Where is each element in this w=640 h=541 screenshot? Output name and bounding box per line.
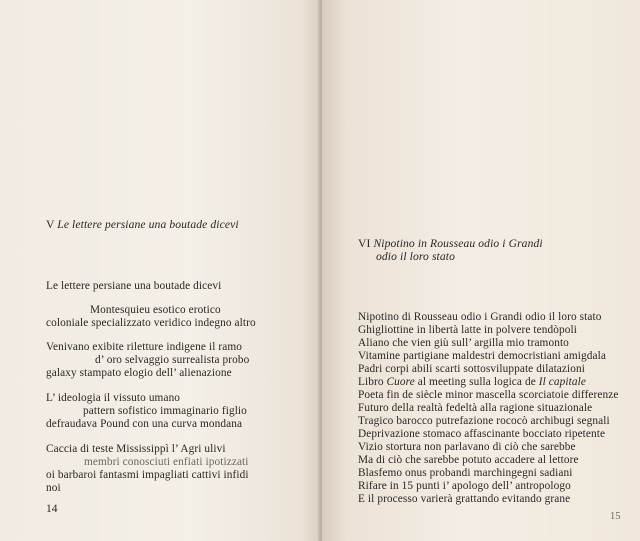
- section-number: VI: [358, 237, 371, 250]
- poem-line: Ghigliottine in libertà latte in polvere tendòpoli: [358, 324, 577, 336]
- poem-line: Le lettere persiane una boutade dicevi: [46, 280, 222, 292]
- poem-line: Ma di ciò che sarebbe potuto accadere al lettore: [358, 454, 579, 466]
- poem-line: Caccia di teste Mississippì l’ Agri ulivi: [46, 443, 226, 455]
- poem-line: Blasfemo onus probandi marchingegni sadiani: [358, 467, 573, 479]
- poem-line: Padri corpi abili scarti sottosviluppate dilatazioni: [358, 363, 586, 375]
- book-title-cuore: Cuore: [386, 376, 415, 388]
- poem-line: Rifare in 15 punti i’ apologo dell’ antropologo: [358, 480, 571, 492]
- poem-line: Vizio stortura non parlavano di ciò che sarebbe: [358, 441, 576, 453]
- section-number: V: [46, 218, 55, 231]
- poem-line: galaxy stampato elogio dell’ alienazione: [46, 367, 232, 379]
- poem-line: Montesquieu esotico erotico: [90, 304, 221, 316]
- poem-line: Venivano exibite riletture indigene il ramo: [46, 341, 242, 353]
- poem-line: Poeta fin de siècle minor mascella scorciatoie differenze: [358, 389, 619, 401]
- section-title-v: [46, 218, 239, 231]
- section-title-continued: odio il loro stato: [376, 250, 455, 263]
- poem-line: membri conosciuti enfiati ipotizzati: [84, 456, 249, 468]
- right-page: [322, 0, 640, 541]
- poem-text: al meeting sulla logica de: [414, 376, 539, 388]
- poem-line: Tragico barocco putrefazione rococò archibugi segnali: [358, 415, 610, 427]
- poem-line: Deprivazione stomaco affascinante bocciato ripetente: [358, 428, 606, 440]
- poem-line: [358, 376, 586, 389]
- poem-line: pattern sofistico immaginario figlio: [83, 405, 247, 417]
- poem-line: coloniale specializzato veridico indegno altro: [46, 317, 256, 329]
- poem-line: Futuro della realtà fedeltà alla ragione situazionale: [358, 402, 593, 414]
- poem-line: defraudava Pound con una curva mondana: [46, 418, 243, 430]
- poem-line: Nipotino di Rousseau odio i Grandi odio il loro stato: [358, 311, 602, 323]
- poem-line: d’ oro selvaggio surrealista probo: [95, 354, 250, 366]
- page-number-right: 15: [610, 511, 621, 522]
- section-title-vi: [358, 237, 543, 250]
- poem-line: noi: [46, 482, 61, 494]
- poem-line: Vitamine partigiane maldestri democristiani amigdala: [358, 350, 606, 362]
- poem-line: E il processo varierà grattando evitando grane: [358, 493, 571, 505]
- page-number-left: 14: [46, 503, 58, 515]
- poem-text: Libro: [358, 376, 387, 388]
- section-title-text: Le lettere persiane una boutade dicevi: [57, 218, 239, 231]
- poem-line: L’ ideologia il vissuto umano: [46, 392, 181, 404]
- section-title-text: Nipotino in Rousseau odio i Grandi: [373, 237, 543, 250]
- book-title-capitale: Il capitale: [538, 376, 586, 388]
- poem-line: Aliano che vien giù sull’ argilla mio tramonto: [358, 337, 569, 349]
- poem-line: oi barbaroi fantasmi impagliati cattivi infidi: [46, 469, 249, 481]
